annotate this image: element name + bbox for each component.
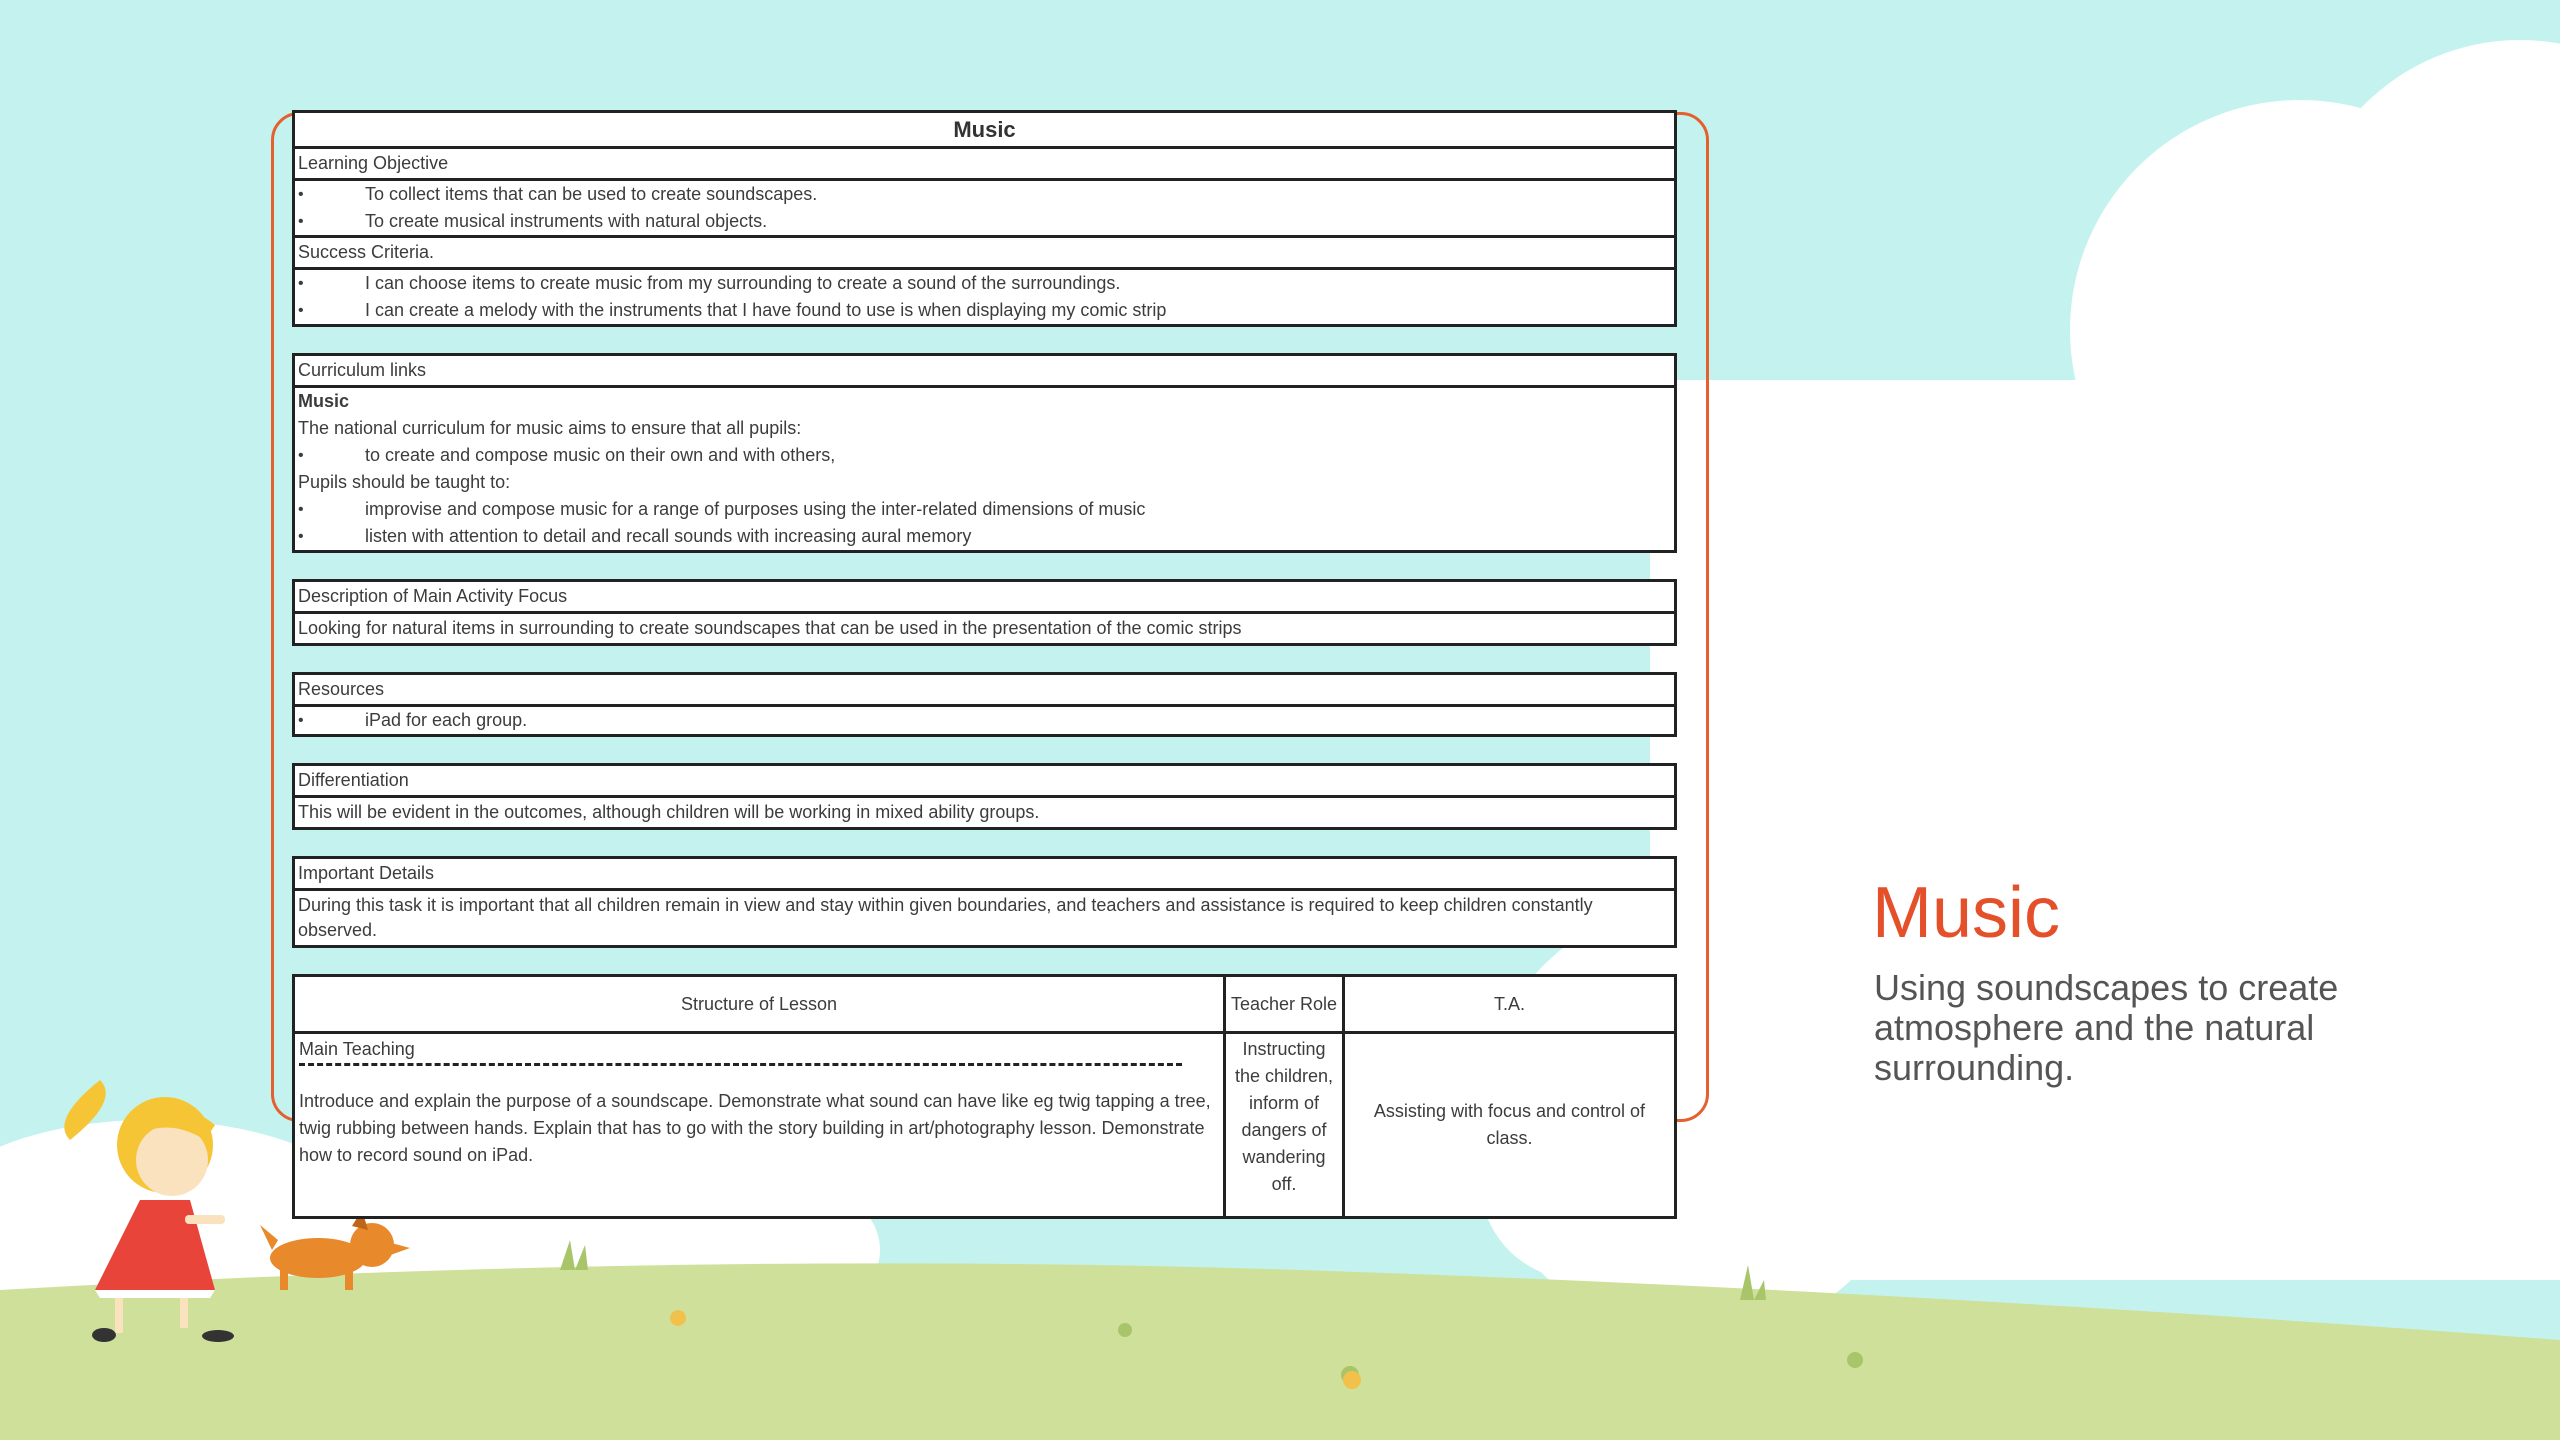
list-item: • I can choose items to create music from my surrounding to create a sound of the surroundings. xyxy=(298,273,1121,293)
curriculum-intro: The national curriculum for music aims to ensure that all pupils: xyxy=(298,418,802,438)
curriculum-header: Curriculum links xyxy=(298,360,427,380)
success-criteria-header: Success Criteria. xyxy=(295,235,1674,267)
structure-header: Structure of Lesson xyxy=(294,976,1225,1033)
main-teaching-label: Main Teaching xyxy=(299,1036,1182,1066)
list-item: • improvise and compose music for a range of purposes using the inter-related dimensions of music xyxy=(298,499,1146,519)
important-details-box xyxy=(292,856,1677,948)
slide-title: Music xyxy=(1872,873,2061,953)
table-row xyxy=(294,976,1676,1033)
list-item: • to create and compose music on their own and with others, xyxy=(298,445,836,465)
main-activity-text: Looking for natural items in surrounding to create soundscapes that can be used in the presentation of the comic strips xyxy=(295,611,1674,643)
main-teaching-text: Introduce and explain the purpose of a soundscape. Demonstrate what sound can have like eg twig tapping a tree, twig rubbing between hands. Explain that has to go with the story building in art/photography lesson. Demonstrate how to record sound on iPad. xyxy=(299,1091,1211,1165)
lesson-structure-table xyxy=(292,974,1677,1219)
differentiation-header: Differentiation xyxy=(298,770,409,790)
table-row xyxy=(294,1033,1676,1218)
list-item: • To create musical instruments with natural objects. xyxy=(298,211,768,231)
curriculum-box xyxy=(292,353,1677,553)
ta-header: T.A. xyxy=(1344,976,1676,1033)
important-details-text: During this task it is important that all children remain in view and stay within given boundaries, and teachers and assistance is required to keep children constantly observed. xyxy=(295,888,1674,945)
curriculum-body xyxy=(295,385,1674,550)
main-activity-box xyxy=(292,579,1677,646)
list-item: • I can create a melody with the instruments that I have found to use is when displaying my comic strip xyxy=(298,300,1167,320)
differentiation-box xyxy=(292,763,1677,830)
success-criteria-list xyxy=(295,267,1674,324)
slide-subtitle: Using soundscapes to create atmosphere and the natural surrounding. xyxy=(1874,967,2339,1088)
document-title: Music xyxy=(953,117,1016,142)
learning-objective-header: Learning Objective xyxy=(295,146,1674,178)
list-item: • To collect items that can be used to create soundscapes. xyxy=(298,184,818,204)
resources-list xyxy=(295,704,1674,734)
differentiation-text: This will be evident in the outcomes, although children will be working in mixed ability groups. xyxy=(295,795,1674,827)
objectives-box xyxy=(292,110,1677,327)
learning-objective-list xyxy=(295,178,1674,235)
main-teaching-cell xyxy=(294,1033,1225,1218)
list-item: • listen with attention to detail and recall sounds with increasing aural memory xyxy=(298,526,972,546)
resources-header: Resources xyxy=(298,679,385,699)
ta-role-cell: Assisting with focus and control of class. xyxy=(1344,1033,1676,1218)
main-activity-header: Description of Main Activity Focus xyxy=(298,586,568,606)
teacher-header: Teacher Role xyxy=(1225,976,1344,1033)
teacher-role-cell: Instructing the children, inform of dangers of wandering off. xyxy=(1225,1033,1344,1218)
important-details-header: Important Details xyxy=(298,863,435,883)
lesson-plan-document xyxy=(292,110,1677,1219)
curriculum-subject: Music xyxy=(298,391,350,411)
list-item: • iPad for each group. xyxy=(298,710,528,730)
curriculum-taught: Pupils should be taught to: xyxy=(298,472,511,492)
resources-box xyxy=(292,672,1677,737)
